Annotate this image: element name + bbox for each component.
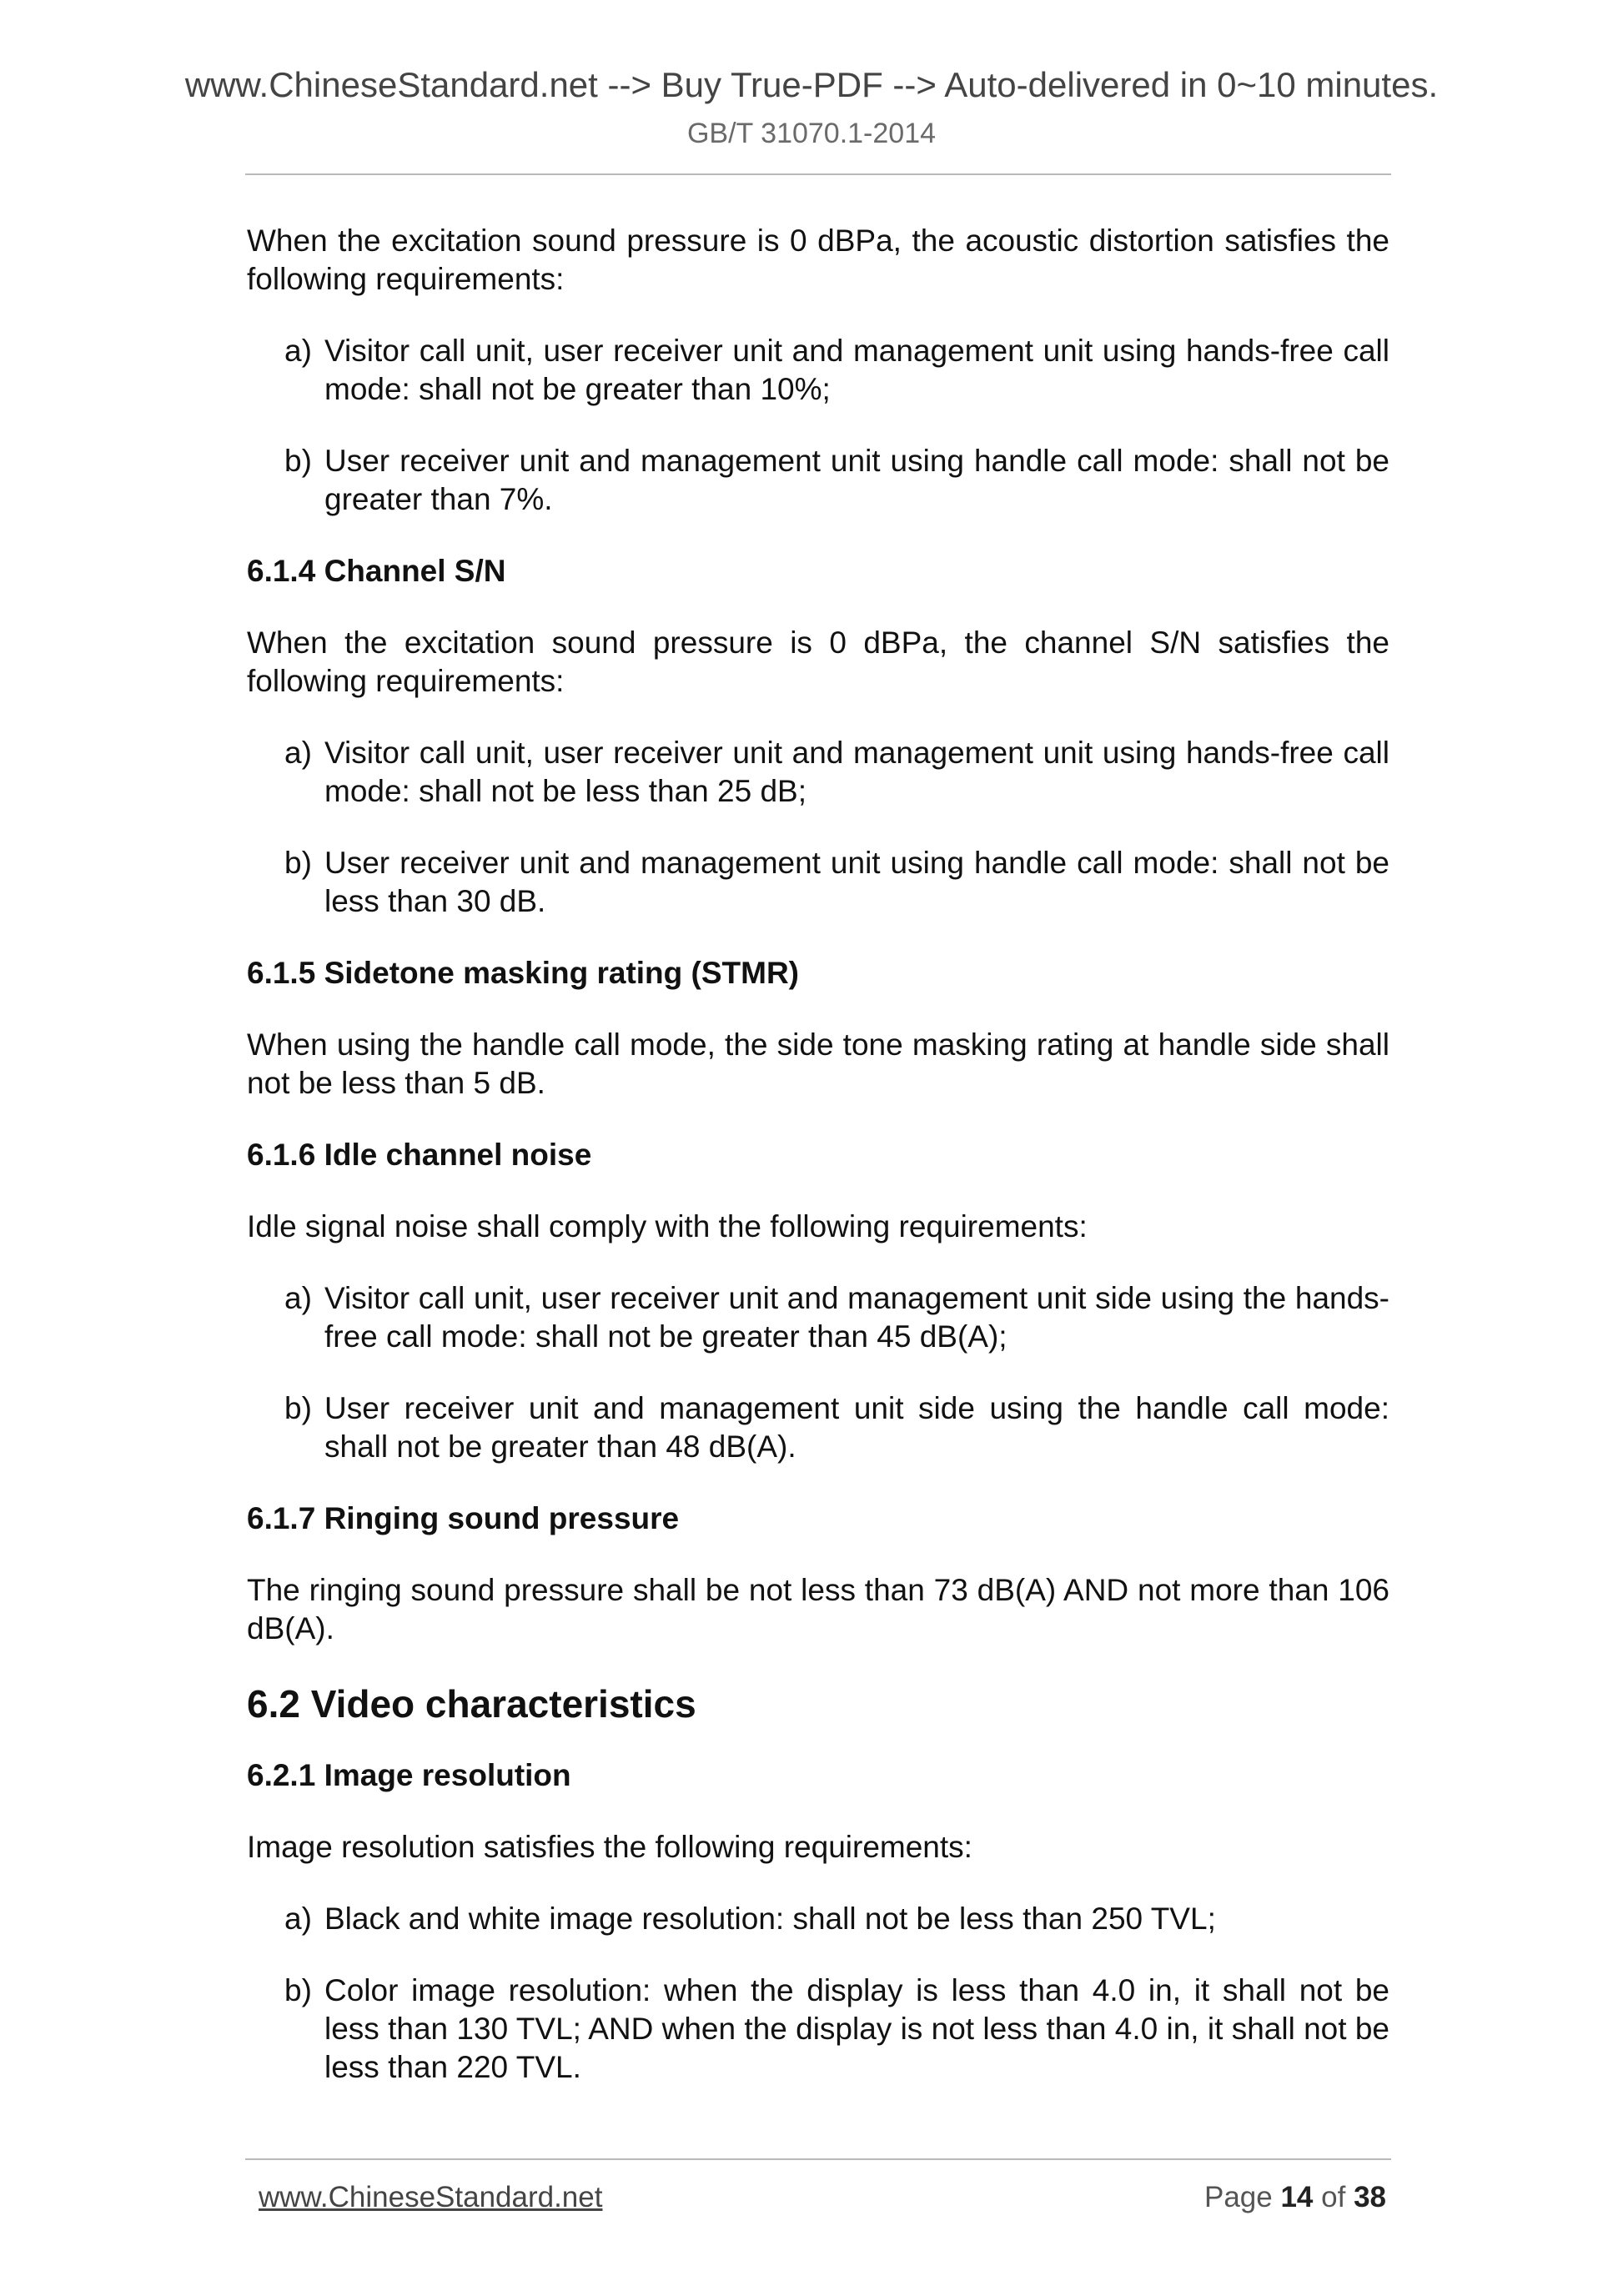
list-item [247,1389,1389,1466]
section-paragraph: When using the handle call mode, the side tone masking rating at handle side shall not be less than 5 dB. [247,1027,1389,1100]
section-heading-6-1-5: 6.1.5 Sidetone masking rating (STMR) [247,956,800,990]
list-marker: a) [284,1281,312,1315]
page-of: of [1321,2181,1346,2213]
intro-list [247,332,1389,519]
section-heading-6-2: 6.2 Video characteristics [247,1682,696,1726]
section-heading-6-2-1: 6.2.1 Image resolution [247,1758,571,1792]
list-marker: b) [284,846,312,880]
list-marker: a) [284,736,312,770]
list-marker: b) [284,1973,312,2007]
list-item-text: User receiver unit and management unit side using the handle call mode: shall not be greater than 48 dB(A). [324,1391,1389,1464]
list-marker: a) [284,1902,312,1936]
page-indicator [1204,2180,1386,2215]
list-item [247,844,1389,921]
header-divider [245,173,1391,175]
list-item [247,1972,1389,2087]
section-heading-6-1-6: 6.1.6 Idle channel noise [247,1138,592,1172]
page-current: 14 [1280,2181,1314,2213]
list-item [247,442,1389,519]
header-banner: www.ChineseStandard.net --> Buy True-PDF --> Auto-delivered in 0~10 minutes. [184,65,1439,104]
list-item [247,1279,1389,1356]
list-item [247,734,1389,811]
page-label: Page [1203,2181,1273,2213]
list-item [247,1900,1389,1938]
list-item-text: Visitor call unit, user receiver unit and management unit side using the hands-free call mode: shall not be greater than 45 dB(A); [324,1281,1389,1354]
page-total: 38 [1354,2181,1386,2213]
list-item-text: Color image resolution: when the display is less than 4.0 in, it shall not be less than 130 TVL; AND when the display is not less than 4.0 in, it shall not be less than 220 TVL. [324,1973,1389,2084]
list-item-text: Visitor call unit, user receiver unit and management unit using hands-free call mode: shall not be greater than 10%; [324,334,1389,406]
section-list [247,1279,1389,1466]
section-list [247,1900,1389,2087]
page-body [247,222,1389,2120]
section-list [247,734,1389,921]
list-item [247,332,1389,409]
section-paragraph: When the excitation sound pressure is 0 dBPa, the channel S/N satisfies the following requirements: [247,625,1389,698]
list-marker: b) [284,1391,312,1425]
section-paragraph: The ringing sound pressure shall be not less than 73 dB(A) AND not more than 106 dB(A). [247,1573,1389,1645]
section-paragraph: Image resolution satisfies the following requirements: [247,1830,972,1864]
section-paragraph: Idle signal noise shall comply with the following requirements: [247,1209,1088,1243]
list-item-text: User receiver unit and management unit using handle call mode: shall not be less than 30 dB. [324,846,1389,918]
list-item-text: Visitor call unit, user receiver unit and management unit using hands-free call mode: shall not be less than 25 dB; [324,736,1389,808]
list-marker: b) [284,444,312,478]
intro-paragraph: When the excitation sound pressure is 0 dBPa, the acoustic distortion satisfies the following requirements: [247,224,1389,296]
document-id: GB/T 31070.1-2014 [686,118,937,149]
footer-website-link[interactable]: www.ChineseStandard.net [259,2181,603,2213]
footer-divider [245,2158,1391,2160]
section-heading-6-1-7: 6.1.7 Ringing sound pressure [247,1501,680,1535]
list-item-text: User receiver unit and management unit using handle call mode: shall not be greater than 7%. [324,444,1389,516]
section-heading-6-1-4: 6.1.4 Channel S/N [247,554,506,588]
list-item-text: Black and white image resolution: shall not be less than 250 TVL; [324,1902,1216,1936]
list-marker: a) [284,334,312,368]
